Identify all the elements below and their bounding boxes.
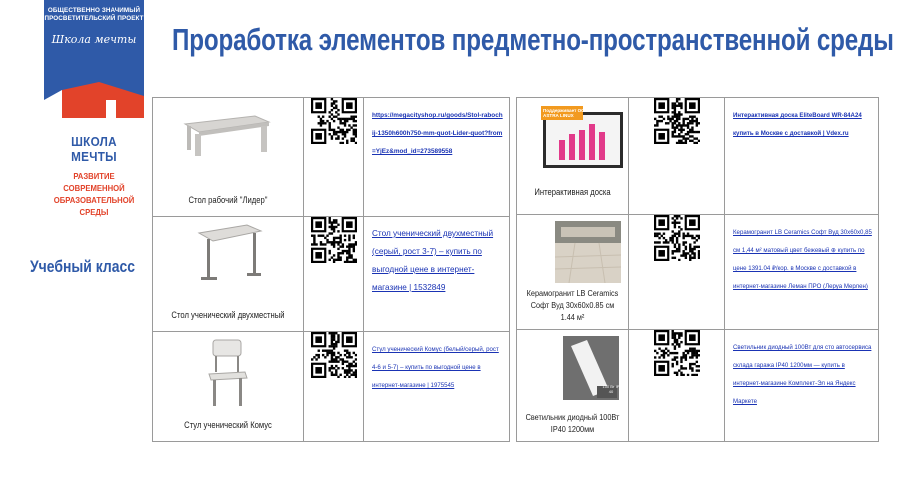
product-caption: Стул ученический Комус xyxy=(184,420,272,430)
qr-cell xyxy=(304,332,364,442)
product-image-cell xyxy=(153,332,304,442)
product-link[interactable]: Стол ученический двухместный (серый, рост 3-7) – купить по выгодной цене в интернет-магазине | 1532849 xyxy=(372,229,494,292)
product-caption: Стол рабочий "Лидер" xyxy=(188,195,268,205)
qr-cell xyxy=(304,217,364,332)
desk-image xyxy=(181,112,271,156)
link-cell xyxy=(725,330,879,442)
table-row xyxy=(517,98,879,215)
link-cell xyxy=(364,98,510,217)
qr-code-icon[interactable] xyxy=(654,98,700,144)
qr-cell xyxy=(304,98,364,217)
qr-cell xyxy=(629,330,725,442)
product-link[interactable]: https://megacityshop.ru/goods/Stol-rabochij-1350h600h750-mm-quot-Lider-quot?from=YjEz&mod_id=273589558 xyxy=(372,112,503,155)
table-row xyxy=(517,330,879,442)
house-logo-icon xyxy=(44,78,144,118)
product-caption: Интерактивная доска xyxy=(534,187,611,197)
brand-subtitle: РАЗВИТИЕ СОВРЕМЕННОЙ ОБРАЗОВАТЕЛЬНОЙ СРЕДЫ xyxy=(53,171,135,217)
product-caption: Керамогранит LB Ceramics Софт Вуд 30х60х0.85 см 1.44 м² xyxy=(526,288,619,322)
school-desk-image xyxy=(197,221,263,287)
brand-name: ШКОЛА МЕЧТЫ xyxy=(71,134,117,164)
product-link[interactable]: Светильник диодный 100Вт для сто автосервиса склада гаража IP40 1200мм — купить в интернет-магазине Комплект-Эл на Яндекс Маркете xyxy=(733,344,872,405)
product-caption: Светильник диодный 100Вт IP40 1200мм xyxy=(525,412,620,434)
left-product-table xyxy=(152,97,510,442)
link-cell xyxy=(725,215,879,330)
tile-floor-image xyxy=(555,221,621,283)
table-row xyxy=(517,215,879,330)
link-cell xyxy=(364,332,510,442)
brand-tagline: ОБЩЕСТВЕННО ЗНАЧИМЫЙ ПРОСВЕТИТЕЛЬСКИЙ ПРОЕКТ xyxy=(44,7,144,22)
product-image-cell xyxy=(517,330,629,442)
qr-code-icon[interactable] xyxy=(311,332,357,378)
brand-block xyxy=(44,0,144,218)
product-caption: Стол ученический двухместный xyxy=(171,310,285,320)
qr-code-icon[interactable] xyxy=(654,215,700,261)
product-image-cell xyxy=(517,215,629,330)
brand-logo-script: Школа мечты xyxy=(51,33,137,46)
brand-logo-panel xyxy=(44,0,144,118)
product-link[interactable]: Интерактивная доска EliteBoard WR-84A24 купить в Москве с доставкой | Vdex.ru xyxy=(733,112,862,137)
qr-code-icon[interactable] xyxy=(311,217,357,263)
link-cell xyxy=(725,98,879,215)
qr-code-icon[interactable] xyxy=(311,98,357,144)
product-image-cell xyxy=(153,217,304,332)
right-product-table xyxy=(516,97,879,442)
link-cell xyxy=(364,217,510,332)
chair-image xyxy=(205,338,249,410)
page-title: Проработка элементов предметно-пространственной среды xyxy=(172,22,894,57)
section-label: Учебный класс xyxy=(30,257,135,276)
product-link[interactable]: Стул ученический Комус (белый/серый, рост 4-6 и 5-7) – купить по выгодной цене в интернет-магазине | 1975545 xyxy=(372,346,499,389)
product-image-cell xyxy=(153,98,304,217)
board-badge: Поддерживает ОС ASTRA LINUX xyxy=(543,108,585,118)
product-image-cell xyxy=(517,98,629,215)
table-row xyxy=(153,98,510,217)
table-row xyxy=(153,217,510,332)
qr-cell xyxy=(629,98,725,215)
lamp-label: 100 Вт IP 40 xyxy=(602,384,620,394)
table-row xyxy=(153,332,510,442)
product-link[interactable]: Керамогранит LB Ceramics Софт Вуд 30х60х0,85 см 1,44 м² матовый цвет бежевый ⊕ купить по цене 1391.04 ₽/кор. в Москве с доставкой в интернет-магазине Леман ПРО (Леруа Мерлен) xyxy=(733,229,872,290)
qr-code-icon[interactable] xyxy=(654,330,700,376)
qr-cell xyxy=(629,215,725,330)
